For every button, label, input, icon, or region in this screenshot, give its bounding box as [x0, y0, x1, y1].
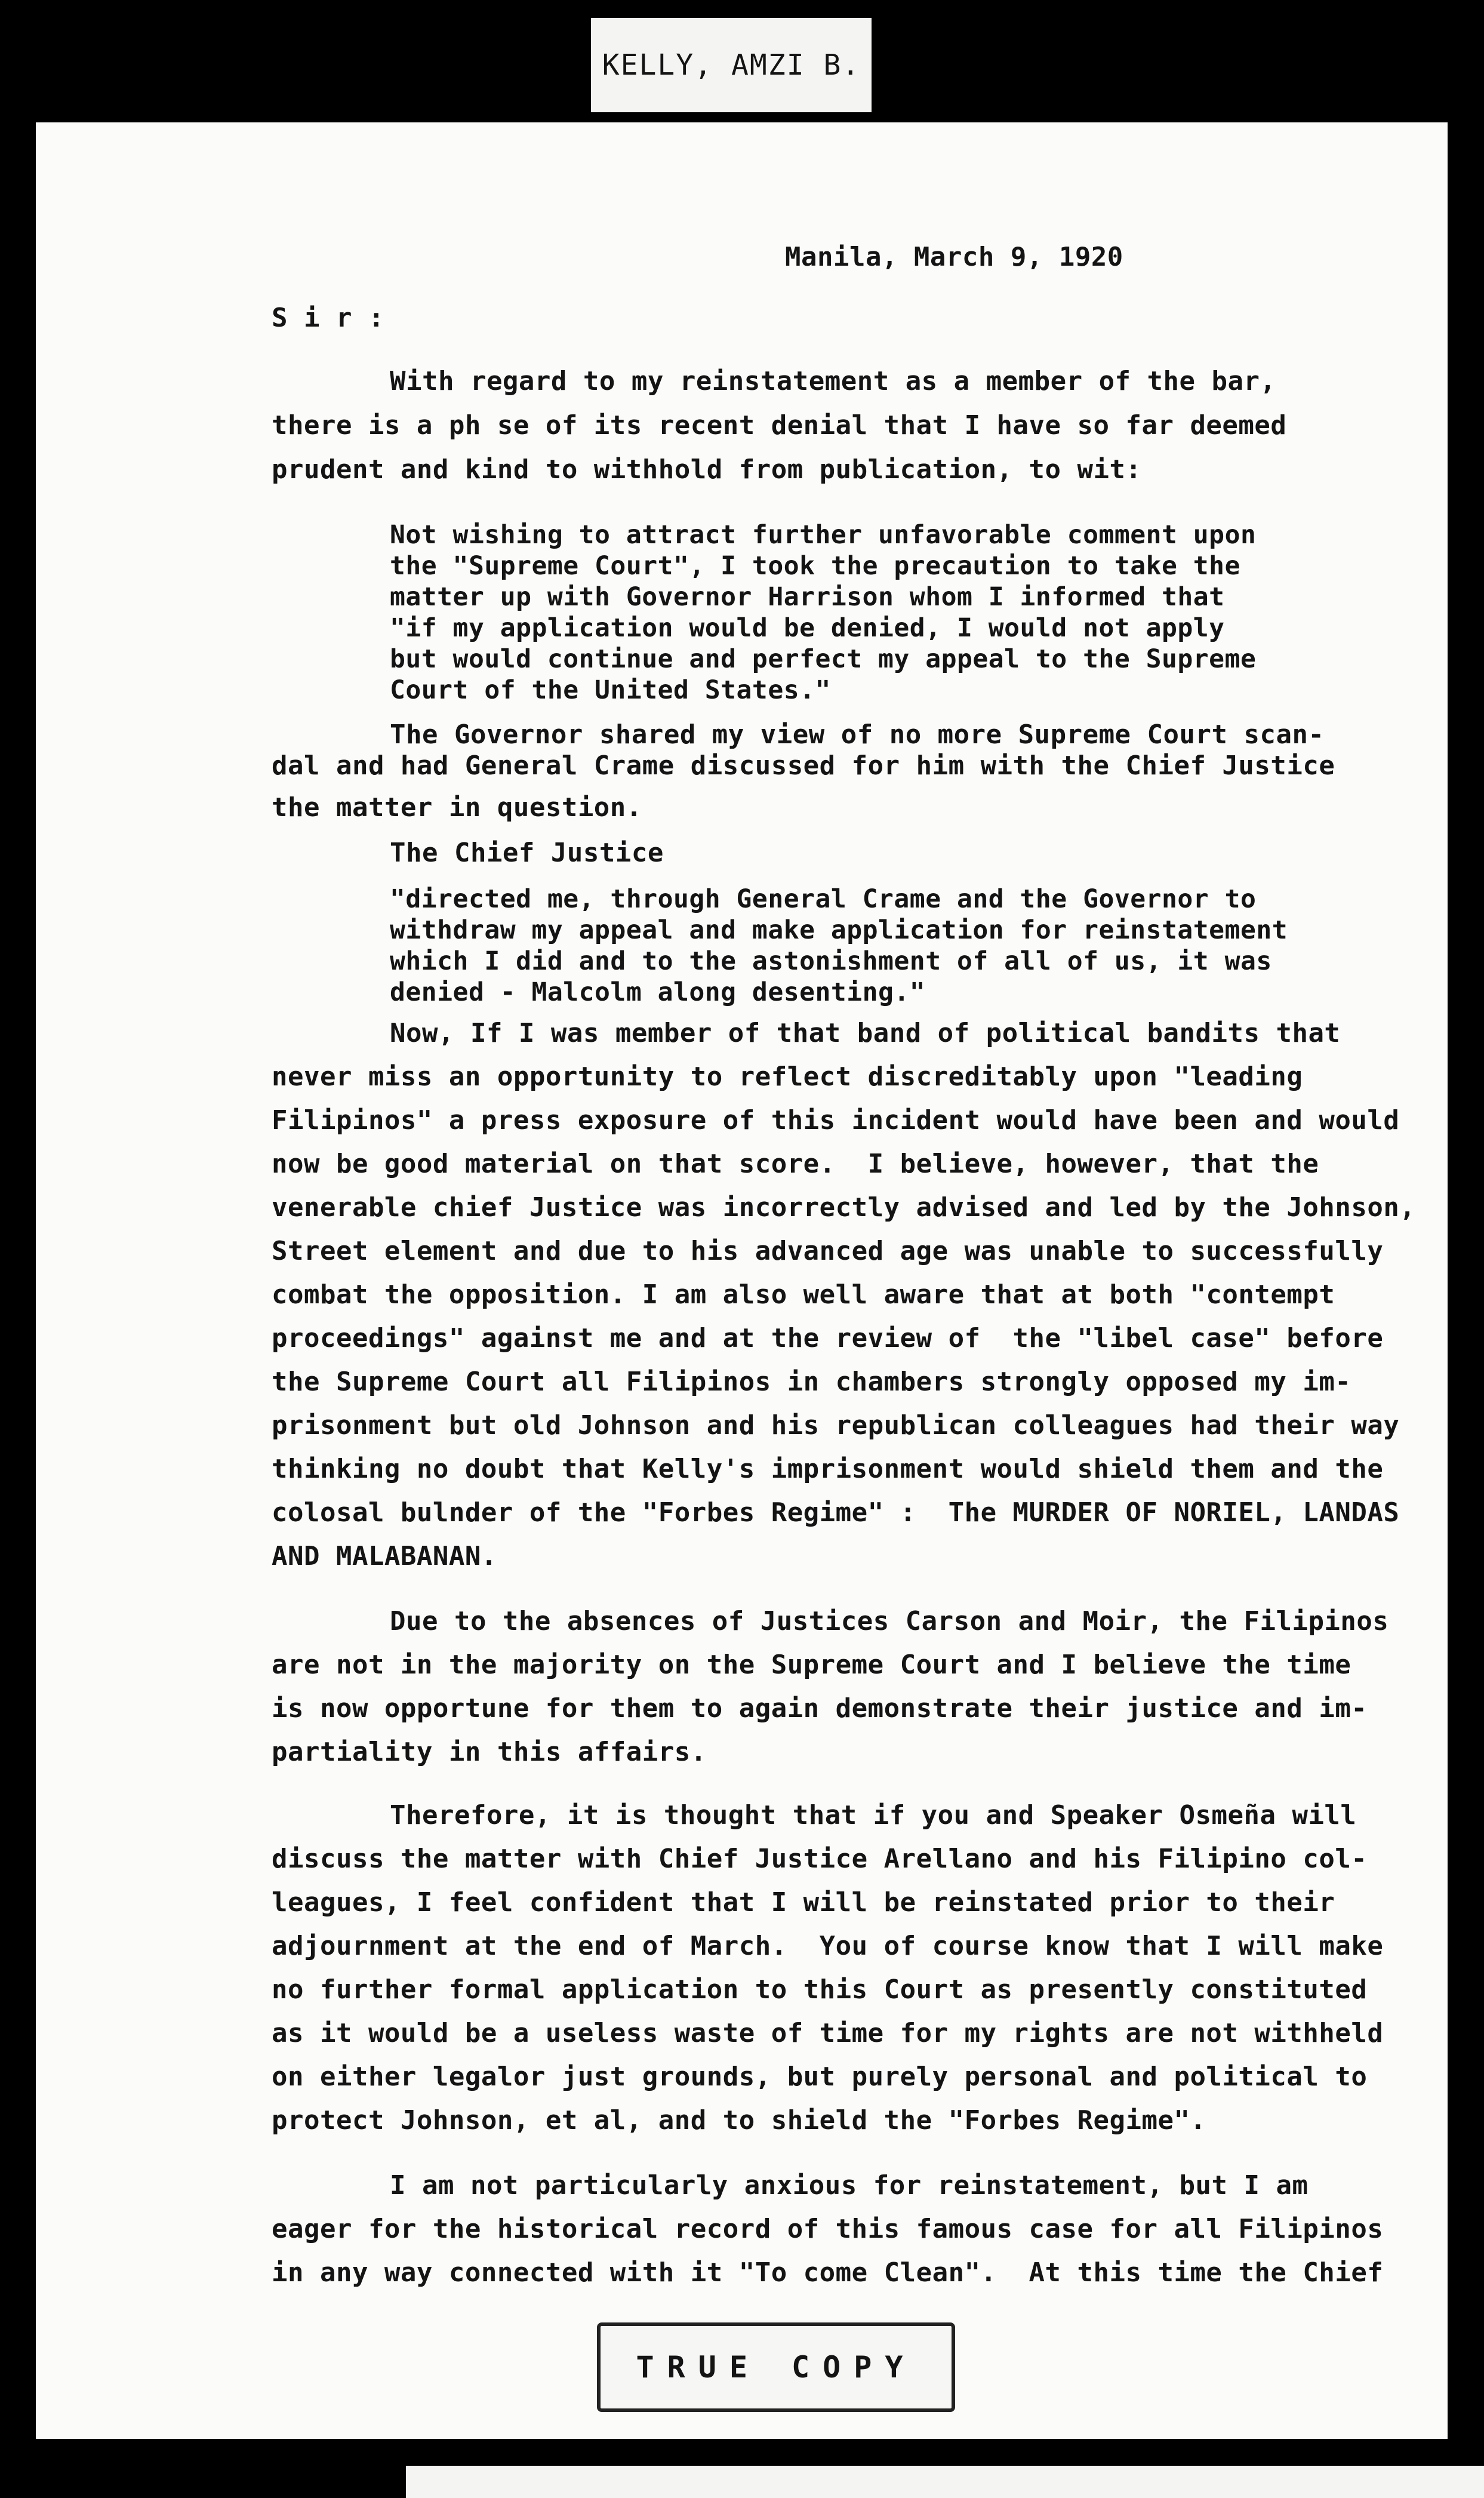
paragraph-4-line: Due to the absences of Justices Carson and Moir, the Filipinos — [390, 1606, 1389, 1636]
paragraph-1-line: there is a ph se of its recent denial that I have so far deemed — [272, 410, 1287, 441]
quote-1-line: matter up with Governor Harrison whom I informed that — [390, 582, 1225, 612]
quote-1-line: but would continue and perfect my appeal to the Supreme — [390, 644, 1257, 674]
quote-1-line: Court of the United States." — [390, 675, 831, 705]
paragraph-3-line: Street element and due to his advanced age was unable to successfully — [272, 1236, 1384, 1266]
paragraph-3-line: venerable chief Justice was incorrectly advised and led by the Johnson, — [272, 1192, 1416, 1223]
quote-2-line: denied - Malcolm along desenting." — [390, 977, 926, 1007]
paragraph-2-line: the matter in question. — [272, 792, 642, 823]
quote-1-line: the "Supreme Court", I took the precaution to take the — [390, 551, 1240, 581]
paragraph-3-line: combat the opposition. I am also well aware that at both "contempt — [272, 1279, 1335, 1310]
paragraph-1-line: prudent and kind to withhold from publication, to wit: — [272, 454, 1142, 485]
paragraph-3-line: prisonment but old Johnson and his republican colleagues had their way — [272, 1410, 1400, 1441]
name-label-tab — [591, 18, 872, 112]
quote-2-line: which I did and to the astonishment of all of us, it was — [390, 946, 1272, 976]
name-label: KELLY, AMZI B. — [602, 48, 861, 82]
paragraph-1-line: With regard to my reinstatement as a member of the bar, — [390, 366, 1276, 396]
paragraph-2-line: The Governor shared my view of no more Supreme Court scan- — [390, 719, 1325, 750]
quote-1-line: Not wishing to attract further unfavorable comment upon — [390, 520, 1257, 550]
salutation: S i r : — [272, 303, 384, 333]
paragraph-3-line: colosal bulnder of the "Forbes Regime" : The MURDER OF NORIEL, LANDAS — [272, 1497, 1400, 1528]
paragraph-3-line: never miss an opportunity to reflect discreditably upon "leading — [272, 1062, 1303, 1092]
paragraph-3-line: the Supreme Court all Filipinos in chambers strongly opposed my im- — [272, 1367, 1351, 1397]
paragraph-5-line: Therefore, it is thought that if you and Speaker Osmeña will — [390, 1800, 1357, 1831]
true-copy-stamp — [597, 2322, 955, 2412]
chief-justice-line: The Chief Justice — [390, 838, 664, 868]
paragraph-4-line: partiality in this affairs. — [272, 1737, 707, 1767]
paragraph-3-line: thinking no doubt that Kelly's imprisonment would shield them and the — [272, 1454, 1384, 1484]
stamp-text: TRUE COPY — [636, 2350, 916, 2385]
paragraph-2-line: dal and had General Crame discussed for him with the Chief Justice — [272, 750, 1335, 781]
paragraph-5-line: as it would be a useless waste of time for my rights are not withheld — [272, 2018, 1384, 2048]
paragraph-6-line: I am not particularly anxious for reinstatement, but I am — [390, 2170, 1308, 2201]
letter-date: Manila, March 9, 1920 — [785, 242, 1123, 272]
quote-1-line: "if my application would be denied, I would not apply — [390, 613, 1225, 643]
paragraph-4-line: is now opportune for them to again demonstrate their justice and im- — [272, 1693, 1368, 1724]
paragraph-6-line: eager for the historical record of this famous case for all Filipinos — [272, 2214, 1384, 2244]
paragraph-3-line: Filipinos" a press exposure of this incident would have been and would — [272, 1105, 1400, 1136]
quote-2-line: "directed me, through General Crame and the Governor to — [390, 884, 1257, 914]
paragraph-5-line: adjournment at the end of March. You of course know that I will make — [272, 1931, 1384, 1961]
quote-2-line: withdraw my appeal and make application for reinstatement — [390, 915, 1288, 945]
paragraph-5-line: leagues, I feel confident that I will be reinstated prior to their — [272, 1887, 1335, 1918]
paragraph-6-line: in any way connected with it "To come Clean". At this time the Chief — [272, 2257, 1384, 2288]
bottom-paper-strip — [406, 2466, 1484, 2498]
paragraph-5-line: no further formal application to this Court as presently constituted — [272, 1974, 1368, 2005]
letter-page — [36, 122, 1448, 2439]
paragraph-3-line: Now, If I was member of that band of political bandits that — [390, 1018, 1341, 1048]
paragraph-5-line: on either legalor just grounds, but purely personal and political to — [272, 2062, 1368, 2092]
paragraph-5-line: protect Johnson, et al, and to shield the "Forbes Regime". — [272, 2105, 1206, 2136]
paragraph-3-line: now be good material on that score. I believe, however, that the — [272, 1149, 1319, 1179]
paragraph-3-line: AND MALABANAN. — [272, 1541, 497, 1571]
paragraph-4-line: are not in the majority on the Supreme Court and I believe the time — [272, 1650, 1351, 1680]
paragraph-5-line: discuss the matter with Chief Justice Arellano and his Filipino col- — [272, 1844, 1368, 1874]
paragraph-3-line: proceedings" against me and at the review of the "libel case" before — [272, 1323, 1384, 1353]
